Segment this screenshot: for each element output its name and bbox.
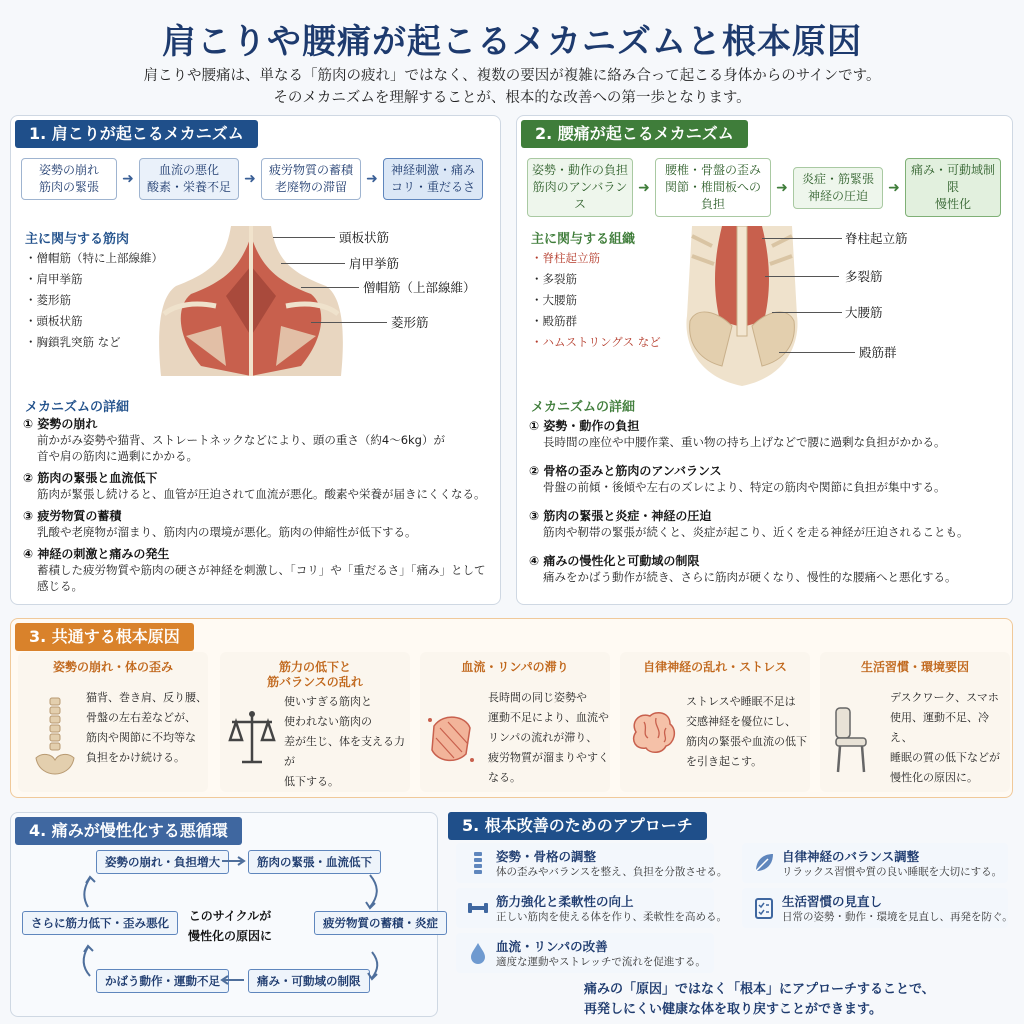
anatomy-label: 肩甲挙筋 (349, 256, 400, 271)
cause-card-title: 血流・リンパの滞り (461, 660, 569, 674)
approach-title: 姿勢・骨格の調整 (496, 849, 597, 864)
muscle-icon (426, 708, 476, 768)
arrow-right-icon: ➜ (366, 171, 378, 187)
cause-card-body: 長時間の同じ姿勢や 運動不足により、血流や リンパの流れが滞り、 疲労物質が溜まりやすく なる。 (488, 691, 609, 784)
lowback-flow-step: 痛み・可動域制限 慢性化 (905, 158, 1001, 217)
closing-line-1: 痛みの「原因」ではなく「根本」にアプローチすることで、 (584, 982, 935, 997)
list-item: ・胸鎖乳突筋 など (25, 335, 121, 349)
cause-card-title: 生活習慣・環境要因 (860, 660, 969, 674)
cause-card (18, 652, 208, 792)
detail-body: 乳酸や老廃物が溜まり、筋肉内の環境が悪化。筋肉の伸縮性が低下する。 (37, 525, 417, 539)
cycle-step: 痛み・可動域の制限 (248, 969, 370, 993)
list-item: ・肩甲挙筋 (25, 272, 83, 286)
chair-icon (832, 704, 872, 774)
cycle-center-text: このサイクルが 慢性化の原因に (187, 909, 272, 943)
brain-icon (626, 708, 678, 758)
approach-body: 体の歪みやバランスを整え、負担を分散させる。 (496, 866, 728, 878)
cycle-step: さらに筋力低下・歪み悪化 (22, 911, 178, 935)
cause-card-body: 使いすぎる筋肉と 使われない筋肉の 差が生じ、体を支える力が 低下する。 (284, 695, 405, 788)
subtitle-line-2: そのメカニズムを理解することが、根本的な改善への第一歩となります。 (273, 90, 751, 106)
arrow-right-icon: ➜ (122, 171, 134, 187)
list-item: ・多裂筋 (531, 272, 577, 286)
page-title: 肩こりや腰痛が起こるメカニズムと根本原因 (162, 22, 862, 62)
list-item: ・ハムストリングス など (531, 335, 661, 349)
approach-item (456, 888, 727, 928)
cycle-step: 疲労物質の蓄積・炎症 (314, 911, 447, 935)
detail-body: 筋肉や靭帯の緊張が続くと、炎症が起こり、近くを走る神経が圧迫されることも。 (543, 525, 969, 539)
shoulder-muscles-heading: 主に関与する筋肉 (25, 232, 130, 247)
approach-item (742, 888, 1013, 928)
lowback-heading: 2. 腰痛が起こるメカニズム (521, 120, 748, 148)
cause-card-body: 猫背、巻き肩、反り腰、 骨盤の左右差などが、 筋肉や関節に不均等な 負担をかけ続ける。 (86, 691, 207, 764)
list-item: ・殿筋群 (531, 314, 577, 328)
cause-card-title: 筋力の低下と 筋バランスの乱れ (267, 660, 363, 689)
shoulder-muscle-list (25, 248, 163, 353)
lowback-flow (527, 158, 1001, 217)
approach-title: 生活習慣の見直し (782, 894, 883, 909)
anatomy-label: 僧帽筋（上部線維） (363, 280, 476, 295)
shoulder-flow-step: 血流の悪化 酸素・栄養不足 (139, 158, 239, 200)
anatomy-label: 菱形筋 (391, 315, 429, 330)
approach-title: 自律神経のバランス調整 (782, 849, 920, 864)
shoulder-flow-step: 疲労物質の蓄積 老廃物の滞留 (261, 158, 361, 200)
detail-title: ② 筋肉の緊張と血流低下 (23, 471, 158, 485)
spine-icon (466, 851, 490, 875)
cause-card (220, 652, 410, 792)
shoulder-anatomy-illustration (156, 226, 346, 376)
cause-card-body: ストレスや睡眠不足は 交感神経を優位にし、 筋肉の緊張や血流の低下 を引き起こす。 (686, 695, 807, 768)
cause-card-title: 自律神経の乱れ・ストレス (643, 660, 787, 674)
list-item: ・脊柱起立筋 (531, 251, 600, 265)
shoulder-flow-step: 姿勢の崩れ 筋肉の緊張 (21, 158, 117, 200)
checklist-icon (752, 896, 776, 920)
approach-item (456, 843, 728, 883)
cause-card-body: デスクワーク、スマホ 使用、運動不足、冷え、 睡眠の質の低下などが 慢性化の原因に。 (890, 691, 1000, 784)
arrow-right-icon: ➜ (776, 179, 788, 196)
approach-body: 日常の姿勢・動作・環境を見直し、再発を防ぐ。 (782, 911, 1013, 923)
detail-title: ① 姿勢の崩れ (23, 417, 98, 431)
cycle-step: 姿勢の崩れ・負担増大 (96, 850, 229, 874)
anatomy-label: 多裂筋 (845, 269, 883, 284)
lowback-details (529, 418, 1007, 585)
shoulder-detail-heading: メカニズムの詳細 (25, 400, 130, 415)
arrow-right-icon: ➜ (244, 171, 256, 187)
detail-title: ① 姿勢・動作の負担 (529, 419, 640, 433)
cycle-arrows (10, 812, 438, 1017)
list-item: ・大腰筋 (531, 293, 577, 307)
leaf-icon (752, 851, 776, 875)
anatomy-label: 大腰筋 (845, 305, 883, 320)
shoulder-details (23, 416, 493, 594)
approach-body: 適度な運動やストレッチで流れを促進する。 (496, 956, 706, 968)
approach-item (456, 933, 714, 973)
closing-message (584, 980, 935, 1020)
approach-body: 正しい筋肉を使える体を作り、柔軟性を高める。 (496, 911, 727, 923)
detail-body: 痛みをかばう動作が続き、さらに筋肉が硬くなり、慢性的な腰痛へと悪化する。 (543, 570, 957, 584)
lowback-detail-heading: メカニズムの詳細 (531, 400, 636, 415)
approach-body: リラックス習慣や質の良い睡眠を大切にする。 (782, 866, 1003, 878)
approach-title: 筋力強化と柔軟性の向上 (496, 894, 634, 909)
cause-card-title: 姿勢の崩れ・体の歪み (52, 660, 173, 674)
detail-title: ③ 筋肉の緊張と炎症・神経の圧迫 (529, 509, 712, 523)
approach-title: 血流・リンパの改善 (496, 939, 608, 954)
approach-heading: 5. 根本改善のためのアプローチ (448, 812, 707, 840)
detail-title: ③ 疲労物質の蓄積 (23, 509, 122, 523)
shoulder-heading: 1. 肩こりが起こるメカニズム (15, 120, 258, 148)
detail-body: 骨盤の前傾・後傾や左右のズレにより、特定の筋肉や関節に負担が集中する。 (543, 480, 946, 494)
detail-body: 蓄積した疲労物質や筋肉の硬さが神経を刺激し、「コリ」や「重だるさ」「痛み」として 感じる。 (37, 563, 486, 593)
list-item: ・僧帽筋（特に上部線維） (25, 251, 163, 265)
water-drop-icon (466, 941, 490, 965)
detail-body: 筋肉が緊張し続けると、血管が圧迫されて血流が悪化。酸素や栄養が届きにくくなる。 (37, 487, 486, 501)
dumbbell-icon (466, 896, 490, 920)
lowback-tissue-list (531, 248, 661, 353)
list-item: ・頭板状筋 (25, 314, 83, 328)
shoulder-flow (21, 158, 483, 200)
anatomy-label: 脊柱起立筋 (845, 231, 908, 246)
lowback-tissues-heading: 主に関与する組織 (531, 232, 636, 247)
lowback-panel (516, 115, 1013, 605)
lowback-flow-step: 腰椎・骨盤の歪み 関節・椎間板への負担 (655, 158, 771, 217)
cycle-step: かばう動作・運動不足 (96, 969, 229, 993)
shoulder-panel (10, 115, 501, 605)
anatomy-label: 殿筋群 (859, 345, 897, 360)
approach-item (742, 843, 1008, 883)
detail-title: ④ 痛みの慢性化と可動域の制限 (529, 554, 700, 568)
arrow-right-icon: ➜ (638, 179, 650, 196)
cause-card (420, 652, 610, 792)
lowback-flow-step: 炎症・筋緊張 神経の圧迫 (793, 167, 883, 209)
cause-card (620, 652, 810, 792)
arrow-right-icon: ➜ (888, 179, 900, 196)
shoulder-flow-step: 神経刺激・痛み コリ・重だるさ (383, 158, 483, 200)
lowback-anatomy-illustration (682, 226, 802, 386)
scale-icon (228, 708, 276, 768)
anatomy-label: 頭板状筋 (339, 230, 390, 245)
closing-line-2: 再発しにくい健康な体を取り戻すことができます。 (584, 1002, 882, 1017)
detail-body: 長時間の座位や中腰作業、重い物の持ち上げなどで腰に過剰な負担がかかる。 (543, 435, 946, 449)
causes-heading: 3. 共通する根本原因 (15, 623, 194, 651)
detail-title: ② 骨格の歪みと筋肉のアンバランス (529, 464, 722, 478)
cycle-step: 筋肉の緊張・血流低下 (248, 850, 381, 874)
list-item: ・菱形筋 (25, 293, 71, 307)
cause-card (820, 652, 1010, 792)
cycle-heading: 4. 痛みが慢性化する悪循環 (15, 817, 242, 845)
detail-body: 前かがみ姿勢や猫背、ストレートネックなどにより、頭の重さ（約4〜6kg）が 首や肩の筋肉に過剰にかかる。 (37, 433, 445, 463)
spine-icon (32, 696, 78, 776)
lowback-flow-step: 姿勢・動作の負担 筋肉のアンバランス (527, 158, 633, 217)
detail-title: ④ 神経の刺激と痛みの発生 (23, 547, 170, 561)
subtitle-line-1: 肩こりや腰痛は、単なる「筋肉の疲れ」ではなく、複数の要因が複雑に絡み合って起こる身体からのサインです。 (143, 68, 881, 84)
